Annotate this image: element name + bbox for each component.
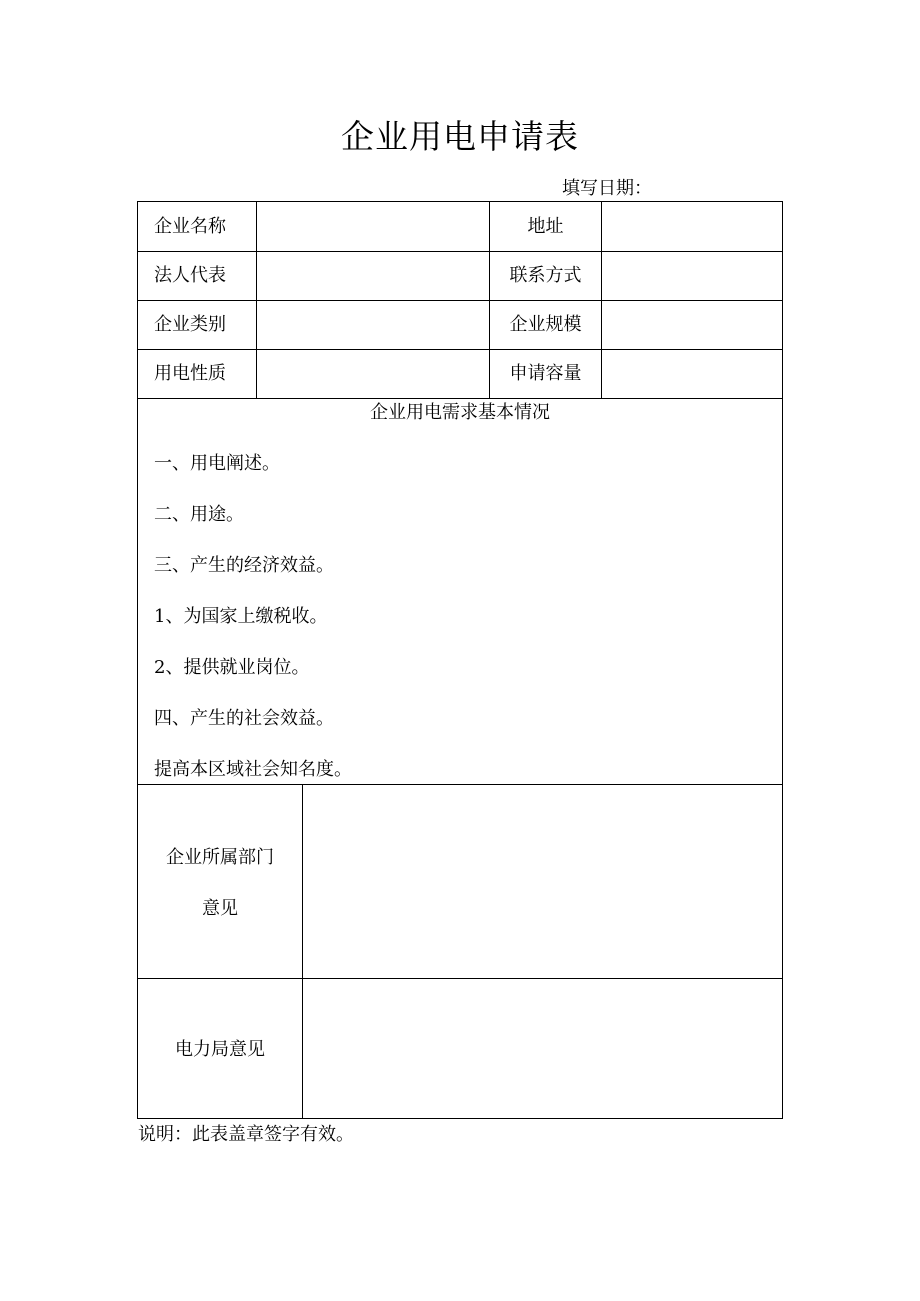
basic-line: 1、为国家上缴税收。 bbox=[154, 606, 328, 627]
row-divider bbox=[138, 349, 782, 350]
basic-situation-heading: 企业用电需求基本情况 bbox=[370, 402, 550, 423]
row-divider bbox=[138, 398, 782, 399]
column-divider bbox=[302, 784, 303, 1119]
legal-representative-label: 法人代表 bbox=[154, 265, 226, 286]
address-label: 地址 bbox=[527, 216, 564, 237]
basic-line: 三、产生的经济效益。 bbox=[154, 555, 334, 576]
basic-line: 四、产生的社会效益。 bbox=[154, 708, 334, 729]
company-category-label: 企业类别 bbox=[154, 314, 226, 335]
electricity-nature-label: 用电性质 bbox=[154, 363, 226, 384]
requested-capacity-label: 申请容量 bbox=[509, 363, 582, 384]
form-note: 说明：此表盖章签字有效。 bbox=[138, 1124, 354, 1145]
basic-line: 2、提供就业岗位。 bbox=[154, 657, 310, 678]
contact-label: 联系方式 bbox=[509, 265, 582, 286]
company-scale-label: 企业规模 bbox=[509, 314, 582, 335]
row-divider bbox=[138, 978, 782, 979]
department-opinion-label: 企业所属部门 bbox=[166, 847, 274, 868]
row-divider bbox=[138, 300, 782, 301]
basic-line: 二、用途。 bbox=[154, 504, 244, 525]
basic-line: 提高本区域社会知名度。 bbox=[154, 759, 352, 780]
row-divider bbox=[138, 251, 782, 252]
basic-line: 一、用电阐述。 bbox=[154, 453, 280, 474]
column-divider bbox=[601, 202, 602, 398]
power-bureau-opinion-label: 电力局意见 bbox=[175, 1039, 265, 1060]
application-form-table bbox=[137, 201, 783, 1119]
row-divider bbox=[138, 784, 782, 785]
department-opinion-label-line2: 意见 bbox=[202, 898, 238, 919]
company-name-label: 企业名称 bbox=[154, 216, 226, 237]
page-title: 企业用电申请表 bbox=[341, 117, 579, 156]
fill-date-label: 填写日期： bbox=[562, 178, 652, 199]
column-divider bbox=[256, 202, 257, 398]
